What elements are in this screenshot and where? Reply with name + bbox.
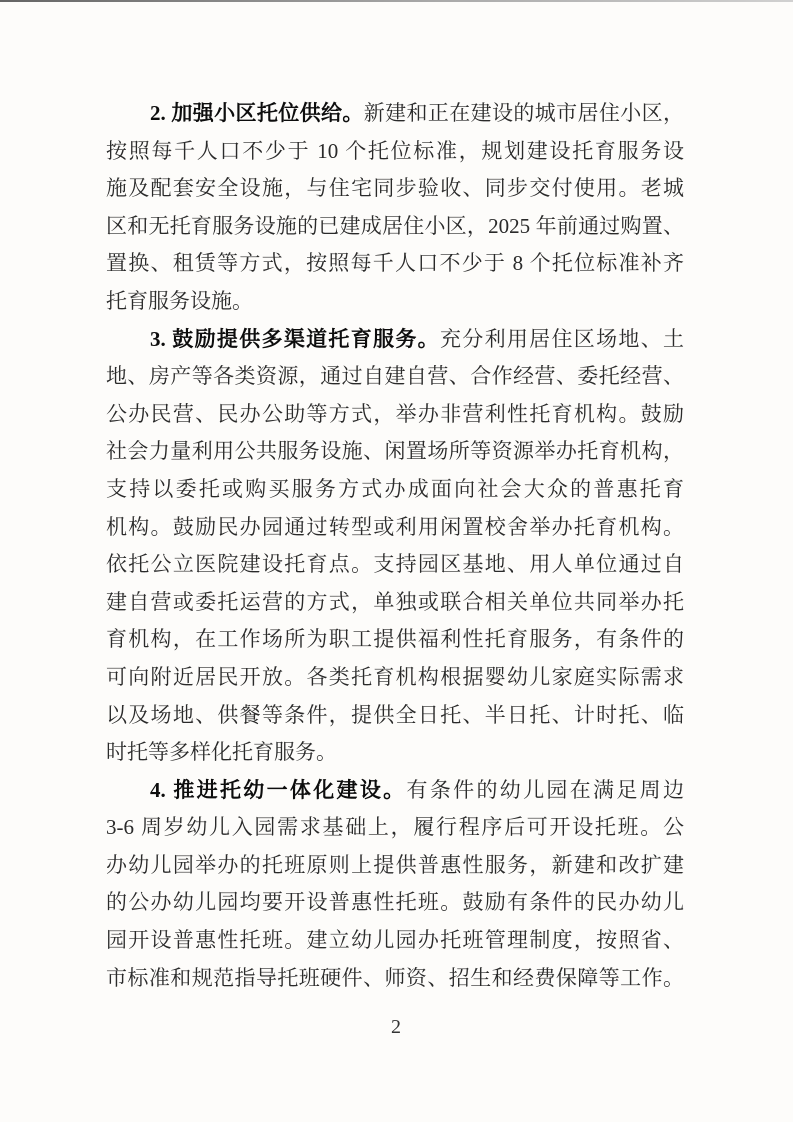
text-line — [106, 245, 684, 283]
text-line — [106, 546, 684, 584]
line-text: 地、房产等各类资源，通过自建自营、合作经营、委托经营、 — [106, 364, 684, 389]
line-text: 充分利用居住区场地、土 — [439, 326, 684, 351]
line-text: 时托等多样化托育服务。 — [106, 740, 337, 765]
text-line — [106, 847, 684, 885]
text-line — [106, 584, 684, 622]
document-body — [106, 95, 684, 997]
text-line — [106, 321, 684, 359]
line-text: 3-6 周岁幼儿入园需求基础上，履行程序后可开设托班。公 — [106, 815, 684, 840]
line-text: 按照每千人口不少于 10 个托位标准，规划建设托育服务设 — [106, 138, 684, 163]
text-line — [106, 922, 684, 960]
line-text: 园开设普惠性托班。建立幼儿园办托班管理制度，按照省、 — [106, 928, 684, 953]
text-line — [106, 95, 684, 133]
text-line — [106, 208, 684, 246]
line-text: 支持以委托或购买服务方式办成面向社会大众的普惠托育 — [106, 476, 684, 501]
text-line — [106, 884, 684, 922]
text-line — [106, 659, 684, 697]
line-text: 置换、租赁等方式，按照每千人口不少于 8 个托位标准补齐 — [106, 251, 684, 276]
line-text: 办幼儿园举办的托班原则上提供普惠性服务，新建和改扩建 — [106, 852, 684, 877]
line-text: 建自营或委托运营的方式，单独或联合相关单位共同举办托 — [106, 589, 684, 614]
line-text: 机构。鼓励民办园通过转型或利用闲置校舍举办托育机构。 — [106, 514, 684, 539]
text-line — [106, 170, 684, 208]
line-text: 社会力量利用公共服务设施、闲置场所等资源举办托育机构， — [106, 439, 684, 464]
line-text: 以及场地、供餐等条件，提供全日托、半日托、计时托、临 — [106, 702, 684, 727]
line-text: 市标准和规范指导托班硬件、师资、招生和经费保障等工作。 — [106, 965, 684, 990]
line-text: 托育服务设施。 — [106, 288, 253, 313]
line-text: 公办民营、民办公助等方式，举办非营利性托育机构。鼓励 — [106, 401, 684, 426]
text-line — [106, 734, 684, 772]
text-line — [106, 621, 684, 659]
line-text: 可向附近居民开放。各类托育机构根据婴幼儿家庭实际需求 — [106, 664, 684, 689]
text-line — [106, 960, 684, 998]
page-number: 2 — [391, 1016, 402, 1038]
text-line — [106, 697, 684, 735]
line-text: 区和无托育服务设施的已建成居住小区，2025 年前通过购置、 — [106, 213, 684, 238]
text-line — [106, 509, 684, 547]
text-line — [106, 772, 684, 810]
section-heading: 3. 鼓励提供多渠道托育服务。 — [150, 326, 440, 351]
scan-artifact-line — [0, 0, 793, 2]
text-line — [106, 358, 684, 396]
text-line — [106, 283, 684, 321]
line-text: 新建和正在建设的城市居住小区， — [363, 101, 684, 125]
text-line — [106, 809, 684, 847]
text-line — [106, 471, 684, 509]
line-text: 依托公立医院建设托育点。支持园区基地、用人单位通过自 — [106, 552, 684, 577]
line-text: 有条件的幼儿园在满足周边 — [406, 777, 684, 802]
text-line — [106, 396, 684, 434]
line-text: 的公办幼儿园均要开设普惠性托班。鼓励有条件的民办幼儿 — [106, 890, 684, 915]
text-line — [106, 433, 684, 471]
text-line — [106, 133, 684, 171]
line-text: 育机构，在工作场所为职工提供福利性托育服务，有条件的 — [106, 627, 684, 652]
section-heading: 4. 推进托幼一体化建设。 — [150, 777, 407, 802]
section-heading: 2. 加强小区托位供给。 — [150, 101, 364, 125]
line-text: 施及配套安全设施，与住宅同步验收、同步交付使用。老城 — [106, 176, 684, 201]
